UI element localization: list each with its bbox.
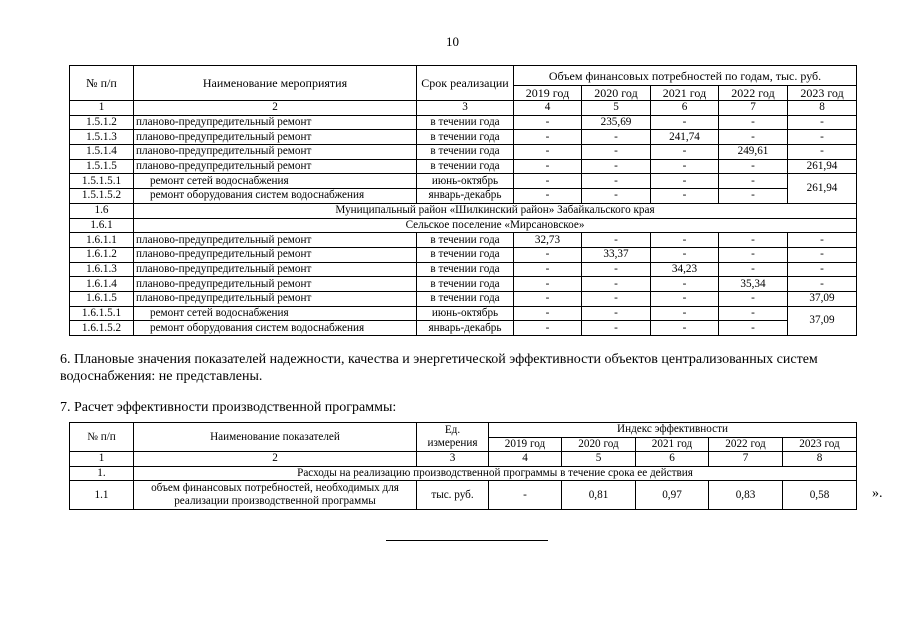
row-value: - bbox=[719, 321, 788, 336]
row-num: 1.6.1.5.1 bbox=[70, 306, 134, 321]
row-value: - bbox=[651, 277, 719, 292]
row-term: в течении года bbox=[417, 115, 514, 130]
row-name: планово-предупредительный ремонт bbox=[134, 233, 417, 248]
row-term: июнь-октябрь bbox=[417, 174, 514, 189]
row-num: 1.5.1.5 bbox=[70, 159, 134, 174]
column-number: 2 bbox=[134, 101, 417, 116]
row-value: - bbox=[514, 189, 582, 204]
column-number: 6 bbox=[636, 452, 709, 467]
table-row bbox=[70, 291, 857, 306]
row-term: январь-декабрь bbox=[417, 189, 514, 204]
row-value: 33,37 bbox=[582, 247, 651, 262]
row-value: - bbox=[719, 174, 788, 189]
row-value: 37,09 bbox=[788, 291, 857, 306]
table-subrow bbox=[70, 189, 857, 204]
column-number: 3 bbox=[417, 452, 489, 467]
row-value: 35,34 bbox=[719, 277, 788, 292]
row-value: - bbox=[788, 247, 857, 262]
financial-needs-table bbox=[69, 65, 857, 336]
column-number: 7 bbox=[719, 101, 788, 116]
row-value: - bbox=[719, 233, 788, 248]
row-value: - bbox=[719, 189, 788, 204]
merged-total: 261,94 bbox=[788, 174, 857, 203]
row-value: - bbox=[788, 145, 857, 160]
row-value: - bbox=[514, 130, 582, 145]
column-number: 1 bbox=[70, 452, 134, 467]
row-name: планово-предупредительный ремонт bbox=[134, 159, 417, 174]
table-row bbox=[70, 262, 857, 277]
row-term: в течении года bbox=[417, 159, 514, 174]
t2-column-numbers-row bbox=[70, 452, 857, 467]
year-header: 2022 год bbox=[709, 437, 783, 452]
row-value: - bbox=[514, 291, 582, 306]
row-name: планово-предупредительный ремонт bbox=[134, 291, 417, 306]
row-value: - bbox=[719, 306, 788, 321]
row-num: 1.6.1.4 bbox=[70, 277, 134, 292]
row-value: - bbox=[582, 291, 651, 306]
merged-total: 37,09 bbox=[788, 306, 857, 335]
year-header: 2023 год bbox=[788, 86, 857, 101]
row-value: - bbox=[651, 145, 719, 160]
column-number: 1 bbox=[70, 101, 134, 116]
row-value: - bbox=[788, 130, 857, 145]
row-value: - bbox=[582, 130, 651, 145]
row-value: - bbox=[651, 159, 719, 174]
t2-header-unit: Ед. измерения bbox=[417, 423, 489, 452]
page-number: 10 bbox=[446, 34, 459, 49]
row-name: планово-предупредительный ремонт bbox=[134, 277, 417, 292]
row-value: - bbox=[514, 306, 582, 321]
table-row bbox=[70, 115, 857, 130]
row-value: - bbox=[719, 262, 788, 277]
row-value: - bbox=[788, 233, 857, 248]
row-term: в течении года bbox=[417, 145, 514, 160]
column-number: 3 bbox=[417, 101, 514, 116]
row-value: - bbox=[582, 306, 651, 321]
table-subrow bbox=[70, 174, 857, 189]
t2-section-title: Расходы на реализацию производственной программы в течение срока ее действия bbox=[134, 466, 857, 481]
row-name: планово-предупредительный ремонт bbox=[134, 130, 417, 145]
row-name: ремонт оборудования систем водоснабжения bbox=[134, 321, 417, 336]
row-num: 1.6.1.5 bbox=[70, 291, 134, 306]
t2-header-name: Наименование показателей bbox=[134, 423, 417, 452]
t2-data-row bbox=[70, 481, 857, 510]
row-value: - bbox=[582, 262, 651, 277]
row-value: - bbox=[788, 115, 857, 130]
row-value: 0,58 bbox=[783, 481, 857, 510]
t2-row-unit: тыс. руб. bbox=[417, 481, 489, 510]
year-header: 2023 год bbox=[783, 437, 857, 452]
section-title: Сельское поселение «Мирсановское» bbox=[134, 218, 857, 233]
row-num: 1.5.1.3 bbox=[70, 130, 134, 145]
row-num: 1.5.1.4 bbox=[70, 145, 134, 160]
table-row bbox=[70, 233, 857, 248]
paragraph-6: 6. Плановые значения показателей надежности, качества и энергетической эффективности объектов централизованных систем водоснабжения: не представлены. bbox=[60, 352, 818, 384]
header-term: Срок реализации bbox=[417, 66, 514, 101]
section-num: 1.6.1 bbox=[70, 218, 134, 233]
row-value: - bbox=[582, 145, 651, 160]
year-header: 2020 год bbox=[582, 86, 651, 101]
table-row bbox=[70, 145, 857, 160]
row-value: - bbox=[514, 174, 582, 189]
row-value: - bbox=[582, 277, 651, 292]
row-value: - bbox=[719, 159, 788, 174]
column-number: 5 bbox=[562, 452, 636, 467]
header-num: № п/п bbox=[70, 66, 134, 101]
footer-rule bbox=[386, 540, 548, 541]
column-number: 5 bbox=[582, 101, 651, 116]
row-value: - bbox=[651, 174, 719, 189]
row-value: 34,23 bbox=[651, 262, 719, 277]
table-subrow bbox=[70, 306, 857, 321]
row-num: 1.5.1.2 bbox=[70, 115, 134, 130]
paragraph-7: 7. Расчет эффективности производственной программы: bbox=[60, 400, 397, 415]
row-value: 235,69 bbox=[582, 115, 651, 130]
row-name: ремонт оборудования систем водоснабжения bbox=[134, 189, 417, 204]
year-header: 2021 год bbox=[636, 437, 709, 452]
column-number: 4 bbox=[489, 452, 562, 467]
efficiency-table bbox=[69, 422, 857, 510]
row-value: - bbox=[651, 291, 719, 306]
row-num: 1.6.1.2 bbox=[70, 247, 134, 262]
table-row bbox=[70, 247, 857, 262]
year-header: 2019 год bbox=[514, 86, 582, 101]
table-row bbox=[70, 159, 857, 174]
row-value: - bbox=[582, 159, 651, 174]
row-name: ремонт сетей водоснабжения bbox=[134, 174, 417, 189]
row-value: - bbox=[719, 130, 788, 145]
section-title: Муниципальный район «Шилкинский район» Забайкальского края bbox=[134, 203, 857, 218]
column-number: 7 bbox=[709, 452, 783, 467]
row-value: - bbox=[489, 481, 562, 510]
t2-section-num: 1. bbox=[70, 466, 134, 481]
row-term: в течении года bbox=[417, 233, 514, 248]
row-value: 0,83 bbox=[709, 481, 783, 510]
column-number: 4 bbox=[514, 101, 582, 116]
row-term: в течении года bbox=[417, 291, 514, 306]
row-value: - bbox=[514, 262, 582, 277]
row-value: - bbox=[514, 159, 582, 174]
column-number: 6 bbox=[651, 101, 719, 116]
row-value: - bbox=[582, 233, 651, 248]
row-value: - bbox=[788, 262, 857, 277]
row-name: планово-предупредительный ремонт bbox=[134, 262, 417, 277]
row-term: июнь-октябрь bbox=[417, 306, 514, 321]
row-value: 249,61 bbox=[719, 145, 788, 160]
table-subrow bbox=[70, 321, 857, 336]
row-value: - bbox=[788, 277, 857, 292]
t2-header-num: № п/п bbox=[70, 423, 134, 452]
row-value: - bbox=[514, 247, 582, 262]
row-value: - bbox=[651, 306, 719, 321]
row-term: в течении года bbox=[417, 277, 514, 292]
row-name: планово-предупредительный ремонт bbox=[134, 115, 417, 130]
row-value: - bbox=[651, 189, 719, 204]
row-value: - bbox=[651, 321, 719, 336]
row-value: - bbox=[514, 321, 582, 336]
row-num: 1.6.1.1 bbox=[70, 233, 134, 248]
header-name: Наименование мероприятия bbox=[134, 66, 417, 101]
row-num: 1.5.1.5.1 bbox=[70, 174, 134, 189]
t2-section-row bbox=[70, 466, 857, 481]
row-value: 0,97 bbox=[636, 481, 709, 510]
row-value: - bbox=[514, 277, 582, 292]
row-term: в течении года bbox=[417, 247, 514, 262]
year-header: 2021 год bbox=[651, 86, 719, 101]
closing-quote: ». bbox=[872, 486, 883, 501]
column-numbers-row bbox=[70, 101, 857, 116]
row-value: - bbox=[582, 321, 651, 336]
column-number: 2 bbox=[134, 452, 417, 467]
row-term: в течении года bbox=[417, 130, 514, 145]
row-term: январь-декабрь bbox=[417, 321, 514, 336]
row-num: 1.6.1.3 bbox=[70, 262, 134, 277]
table-row bbox=[70, 277, 857, 292]
row-value: - bbox=[719, 247, 788, 262]
row-value: - bbox=[582, 189, 651, 204]
row-value: - bbox=[514, 115, 582, 130]
table-row bbox=[70, 130, 857, 145]
year-header: 2019 год bbox=[489, 437, 562, 452]
row-value: 261,94 bbox=[788, 159, 857, 174]
row-value: - bbox=[719, 291, 788, 306]
row-value: 241,74 bbox=[651, 130, 719, 145]
row-value: 32,73 bbox=[514, 233, 582, 248]
t2-row-name: объем финансовых потребностей, необходимых для реализации производственной программы bbox=[134, 481, 417, 510]
section-row-settlement bbox=[70, 218, 857, 233]
year-header: 2022 год bbox=[719, 86, 788, 101]
t2-header-index: Индекс эффективности bbox=[489, 423, 857, 438]
row-name: планово-предупредительный ремонт bbox=[134, 247, 417, 262]
section-num: 1.6 bbox=[70, 203, 134, 218]
column-number: 8 bbox=[788, 101, 857, 116]
row-value: - bbox=[719, 115, 788, 130]
row-num: 1.6.1.5.2 bbox=[70, 321, 134, 336]
row-term: в течении года bbox=[417, 262, 514, 277]
t2-row-num: 1.1 bbox=[70, 481, 134, 510]
row-value: - bbox=[651, 115, 719, 130]
year-header: 2020 год bbox=[562, 437, 636, 452]
column-number: 8 bbox=[783, 452, 857, 467]
row-value: 0,81 bbox=[562, 481, 636, 510]
row-name: ремонт сетей водоснабжения bbox=[134, 306, 417, 321]
row-num: 1.5.1.5.2 bbox=[70, 189, 134, 204]
section-row-district bbox=[70, 203, 857, 218]
row-name: планово-предупредительный ремонт bbox=[134, 145, 417, 160]
row-value: - bbox=[582, 174, 651, 189]
row-value: - bbox=[514, 145, 582, 160]
header-volume: Объем финансовых потребностей по годам, тыс. руб. bbox=[514, 66, 857, 86]
row-value: - bbox=[651, 247, 719, 262]
row-value: - bbox=[651, 233, 719, 248]
